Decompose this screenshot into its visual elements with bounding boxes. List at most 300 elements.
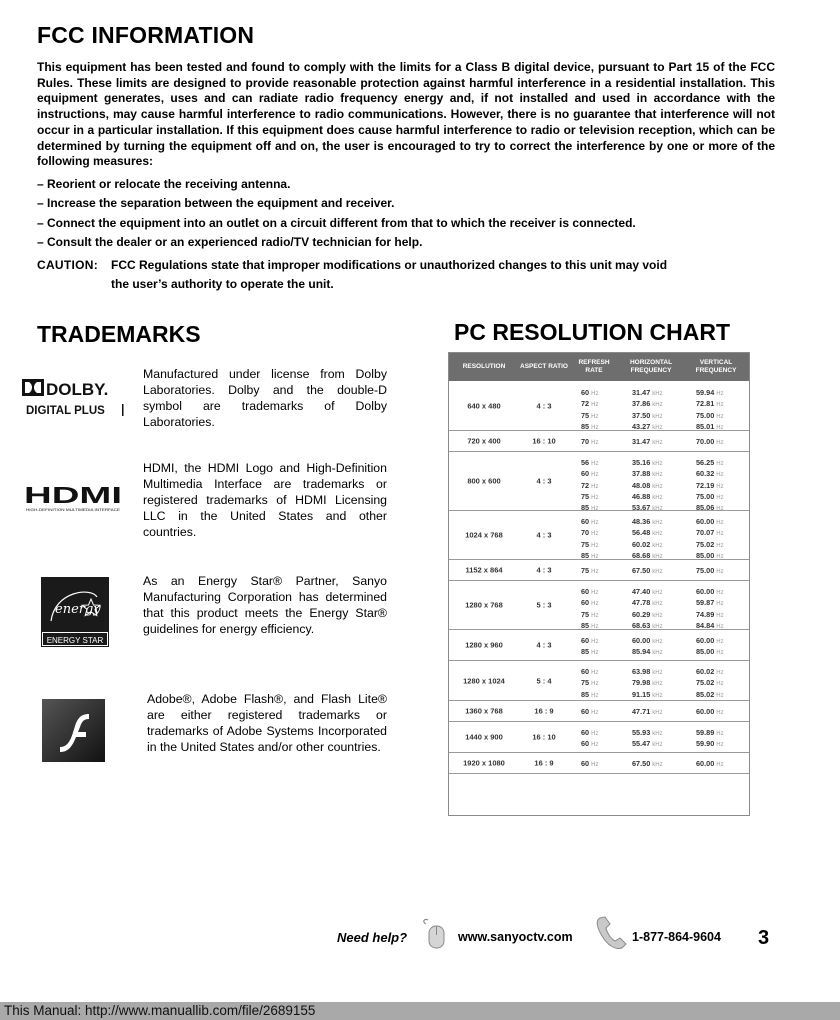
cell-value: 56 (581, 458, 590, 467)
cell-value-line (632, 492, 663, 503)
cell-value-line (696, 528, 724, 539)
cell-value: 70 (581, 528, 590, 538)
cell-refresh-rate (581, 759, 599, 770)
cell-value-line (696, 647, 724, 658)
cell-value: 56.48 (632, 528, 651, 538)
cell-value-line (696, 678, 724, 689)
cell-unit: kHz (652, 520, 663, 526)
cell-value-line (581, 388, 599, 399)
cell-unit: kHz (652, 461, 663, 467)
cell-value-line (696, 481, 724, 492)
cell-vertical-frequency (696, 707, 724, 718)
cell-value: 55.93 (632, 728, 651, 737)
cell-value-line (696, 690, 724, 701)
header-resolution: RESOLUTION (462, 363, 506, 370)
dolby-digital-plus-logo (22, 377, 126, 419)
cell-unit: Hz (716, 413, 724, 420)
cell-value-line (632, 566, 663, 577)
cell-value: 37.50 (632, 410, 651, 420)
cell-unit: Hz (716, 650, 724, 657)
cell-value: 85.01 (696, 421, 715, 431)
cell-value: 60.00 (696, 587, 715, 596)
cell-unit: Hz (716, 670, 724, 676)
cell-aspect-ratio: 16 : 9 (534, 706, 554, 716)
table-row (449, 630, 749, 661)
cell-unit: kHz (652, 542, 663, 549)
hdmi-trademark-text: HDMI, the HDMI Logo and High-Definition Multimedia Interface are trademarks or registered trademarks of HDMI Licensing LLC in the United States and other countries. (143, 461, 387, 539)
cell-value: 60 (581, 469, 590, 479)
cell-value: 60.00 (696, 759, 715, 768)
cell-unit: Hz (716, 742, 724, 749)
table-row (449, 753, 749, 774)
cell-unit: Hz (591, 531, 599, 538)
energy-script: energy (55, 602, 101, 617)
cell-refresh-rate (581, 458, 599, 514)
cell-value: 85.06 (696, 503, 715, 513)
cell-value: 60 (581, 636, 590, 645)
cell-refresh-rate (581, 728, 599, 751)
cell-value: 75 (581, 609, 590, 619)
cell-unit: Hz (716, 472, 724, 479)
header-vertical-frequency: VERTICAL FREQUENCY (695, 359, 737, 374)
caution-text-line-1: FCC Regulations state that improper modifications or unauthorized changes to this unit may void (111, 258, 668, 272)
cell-value-line (632, 388, 663, 399)
cell-horizontal-frequency (632, 667, 663, 701)
cell-value-line (696, 399, 724, 410)
cell-unit: Hz (716, 681, 724, 688)
cell-value: 85.00 (696, 647, 715, 657)
support-url[interactable]: www.sanyoctv.com (458, 930, 573, 944)
cell-unit: kHz (652, 483, 663, 490)
energy-star-logo (41, 577, 109, 647)
cell-value: 85 (581, 620, 590, 630)
manual-source-link[interactable]: This Manual: http://www.manuallib.com/file/2689155 (4, 1003, 316, 1018)
cell-value: 59.89 (696, 728, 715, 737)
cell-value-line (581, 458, 599, 469)
cell-unit: Hz (591, 506, 599, 513)
caution-text-line-2: the user’s authority to operate the unit. (111, 277, 334, 291)
header-aspect-ratio: ASPECT RATIO (520, 363, 568, 370)
cell-unit: Hz (716, 520, 724, 526)
cell-value-line (581, 598, 599, 609)
cell-unit: kHz (652, 569, 663, 575)
cell-value: 68.68 (632, 550, 651, 560)
cell-value: 60.02 (632, 539, 651, 549)
cell-unit: kHz (652, 472, 663, 479)
cell-aspect-ratio: 5 : 4 (536, 676, 552, 685)
cell-unit: Hz (591, 742, 599, 749)
cell-value-line (632, 690, 663, 701)
cell-value: 85 (581, 550, 590, 560)
cell-value-line (632, 728, 663, 739)
energy-star-trademark-text: As an Energy Star® Partner, Sanyo Manufacturing Corporation has determined that this product meets the Energy Star® guidelines for energy efficiency. (143, 574, 387, 636)
cell-value: 56.25 (696, 458, 715, 467)
cell-unit: Hz (591, 520, 599, 526)
cell-resolution: 640 x 480 (467, 401, 501, 411)
fcc-body-text: This equipment has been tested and found to comply with the limits for a Class B digital device, pursuant to Part 15 of the FCC Rules. These limits are designed to provide reasonable protection against harmful interference in a residential installation. This equipment generates, uses and can radiate radio frequency energy and, if not installed and used in accordance with the instructions, may cause harmful interference to radio communications. However, there is no guarantee that interference will not occur in a particular installation. If this equipment does cause harmful interference to radio or television reception, which can be determined by turning the equipment off and on, the user is encouraged to try to correct the interference by one or more of the following measures: (37, 60, 775, 169)
cell-value-line (632, 610, 663, 621)
cell-value: 75.00 (696, 410, 715, 420)
support-phone[interactable]: 1-877-864-9604 (632, 930, 721, 944)
trademarks-title: TRADEMARKS (37, 321, 201, 347)
cell-vertical-frequency (696, 728, 724, 751)
cell-value: 60 (581, 707, 590, 716)
cell-unit: kHz (652, 402, 663, 409)
cell-value-line (581, 678, 599, 689)
cell-aspect-ratio: 4 : 3 (536, 565, 552, 575)
cell-value-line (632, 707, 663, 718)
cell-horizontal-frequency (632, 759, 663, 770)
cell-unit: kHz (652, 639, 663, 645)
cell-value-line (632, 647, 663, 658)
cell-horizontal-frequency (632, 388, 663, 433)
cell-value-line (632, 598, 663, 609)
cell-vertical-frequency (696, 437, 724, 448)
page-number: 3 (758, 927, 770, 949)
fcc-bullet: – Consult the dealer or an experienced radio/TV technician for help. (37, 235, 423, 249)
cell-aspect-ratio: 16 : 9 (534, 758, 554, 768)
cell-refresh-rate (581, 587, 599, 632)
cell-value-line (581, 728, 599, 739)
cell-unit: kHz (652, 670, 663, 676)
cell-value-line (632, 759, 663, 770)
cell-resolution: 1280 x 768 (465, 600, 503, 610)
cell-refresh-rate (581, 667, 599, 701)
cell-value: 85 (581, 503, 590, 513)
cell-value-line (696, 610, 724, 621)
table-row (449, 431, 749, 452)
cell-value: 85 (581, 689, 590, 699)
pc-resolution-table (448, 352, 750, 816)
cell-refresh-rate (581, 636, 599, 659)
cell-resolution: 1024 x 768 (465, 530, 503, 540)
cell-value: 75 (581, 566, 590, 575)
cell-value: 60 (581, 587, 590, 596)
cell-unit: Hz (591, 639, 599, 645)
cell-unit: Hz (716, 461, 724, 467)
cell-unit: Hz (591, 440, 599, 446)
cell-resolution: 800 x 600 (467, 476, 501, 486)
cell-unit: kHz (652, 681, 663, 688)
cell-value-line (696, 566, 724, 577)
cell-unit: Hz (591, 461, 599, 467)
caution-block (37, 256, 775, 294)
cell-unit: kHz (652, 590, 663, 596)
cell-horizontal-frequency (632, 566, 663, 577)
cell-value: 68.63 (632, 620, 651, 630)
cell-unit: kHz (652, 742, 663, 749)
cell-value-line (632, 437, 663, 448)
cell-value: 59.94 (696, 388, 715, 397)
cell-unit: kHz (652, 623, 663, 630)
cell-value: 60 (581, 759, 590, 768)
cell-value: 60 (581, 388, 590, 397)
cell-value: 63.98 (632, 667, 651, 676)
fcc-bullet: – Increase the separation between the equipment and receiver. (37, 196, 395, 210)
cell-value: 59.90 (696, 739, 715, 749)
fcc-bullet: – Reorient or relocate the receiving antenna. (37, 177, 291, 191)
dolby-trademark-text: Manufactured under license from Dolby Laboratories. Dolby and the double-D symbol are trademarks of Dolby Laboratories. (143, 367, 387, 429)
cell-value-line (696, 411, 724, 422)
cell-value: 91.15 (632, 689, 651, 699)
cell-unit: Hz (716, 731, 724, 737)
adobe-trademark-text: Adobe®, Adobe Flash®, and Flash Lite® are either registered trademarks or trademarks of Adobe Systems Incorporated in the United States and/or other countries. (147, 692, 387, 754)
cell-value: 67.50 (632, 759, 651, 768)
cell-value: 47.78 (632, 598, 651, 608)
cell-value: 47.40 (632, 587, 651, 596)
cell-aspect-ratio: 16 : 10 (532, 732, 556, 742)
cell-horizontal-frequency (632, 437, 663, 448)
cell-value-line (696, 667, 724, 678)
cell-value-line (632, 399, 663, 410)
cell-value: 72 (581, 480, 590, 490)
cell-value: 72.81 (696, 399, 715, 409)
cell-value: 43.27 (632, 421, 651, 431)
cell-vertical-frequency (696, 566, 724, 577)
cell-unit: kHz (652, 731, 663, 737)
cell-resolution: 1280 x 1024 (463, 676, 505, 685)
cell-unit: Hz (591, 483, 599, 490)
cell-unit: Hz (716, 590, 724, 596)
cell-refresh-rate (581, 388, 599, 433)
cell-value-line (581, 399, 599, 410)
cell-value-line (581, 411, 599, 422)
cell-refresh-rate (581, 517, 599, 562)
cell-value: 60 (581, 739, 590, 749)
cell-value-line (632, 678, 663, 689)
cell-value: 72 (581, 399, 590, 409)
cell-value: 70.07 (696, 528, 715, 538)
cell-unit: Hz (591, 413, 599, 420)
energy-star-wordmark: ENERGY STAR (46, 636, 104, 645)
cell-value-line (632, 540, 663, 551)
cell-unit: Hz (591, 623, 599, 630)
cell-value-line (696, 587, 724, 598)
cell-value-line (632, 458, 663, 469)
cell-unit: kHz (652, 710, 663, 716)
hdmi-logo (24, 484, 128, 514)
cell-value: 60.00 (632, 636, 651, 645)
cell-value-line (632, 469, 663, 480)
cell-value-line (632, 587, 663, 598)
cell-unit: Hz (716, 506, 724, 513)
cell-value: 85.02 (696, 689, 715, 699)
cell-value-line (696, 728, 724, 739)
cell-value-line (632, 667, 663, 678)
cell-horizontal-frequency (632, 458, 663, 514)
cell-value: 75.00 (696, 566, 715, 575)
cell-unit: Hz (591, 424, 599, 431)
header-refresh-rate: REFRESH RATE (578, 359, 610, 374)
cell-horizontal-frequency (632, 707, 663, 718)
cell-unit: kHz (652, 612, 663, 619)
cell-value: 60.00 (696, 517, 715, 526)
cell-value: 75.00 (696, 491, 715, 501)
cell-value-line (581, 587, 599, 598)
cell-value: 70 (581, 437, 590, 446)
phone-icon (594, 914, 630, 952)
cell-unit: Hz (716, 424, 724, 431)
cell-vertical-frequency (696, 667, 724, 701)
table-row (449, 511, 749, 560)
cell-unit: kHz (652, 650, 663, 657)
cell-value-line (581, 759, 599, 770)
cell-unit: Hz (591, 553, 599, 560)
cell-value: 79.98 (632, 678, 651, 688)
cell-unit: kHz (652, 424, 663, 431)
mouse-icon (420, 914, 452, 952)
cell-value: 59.87 (696, 598, 715, 608)
fcc-title: FCC INFORMATION (37, 22, 255, 48)
cell-vertical-frequency (696, 636, 724, 659)
cell-horizontal-frequency (632, 636, 663, 659)
cell-unit: Hz (591, 650, 599, 657)
cell-value: 60 (581, 667, 590, 676)
cell-unit: Hz (591, 494, 599, 501)
cell-aspect-ratio: 4 : 3 (536, 401, 552, 411)
hdmi-wordmark: HDMI (24, 484, 122, 508)
cell-unit: Hz (591, 681, 599, 688)
cell-refresh-rate (581, 566, 599, 577)
cell-horizontal-frequency (632, 587, 663, 632)
cell-vertical-frequency (696, 388, 724, 433)
cell-resolution: 1440 x 900 (465, 732, 503, 742)
cell-value: 60.29 (632, 609, 651, 619)
cell-resolution: 720 x 400 (467, 436, 501, 446)
cell-value-line (581, 690, 599, 701)
cell-resolution: 1360 x 768 (465, 706, 503, 716)
table-row (449, 661, 749, 701)
cell-value: 35.16 (632, 458, 651, 467)
caution-label: CAUTION: (37, 258, 99, 272)
cell-value: 60.32 (696, 469, 715, 479)
header-horizontal-frequency: HORIZONTAL FREQUENCY (629, 359, 673, 374)
cell-value: 37.86 (632, 399, 651, 409)
cell-value: 60.02 (696, 667, 715, 676)
cell-unit: kHz (652, 553, 663, 560)
cell-unit: Hz (591, 762, 599, 768)
cell-value-line (581, 566, 599, 577)
cell-unit: kHz (652, 391, 663, 397)
cell-unit: kHz (652, 506, 663, 513)
cell-value: 60 (581, 517, 590, 526)
cell-value-line (581, 636, 599, 647)
cell-value-line (581, 492, 599, 503)
cell-unit: Hz (716, 623, 724, 630)
cell-unit: Hz (591, 391, 599, 397)
cell-value-line (581, 528, 599, 539)
cell-value: 48.08 (632, 480, 651, 490)
cell-value-line (696, 492, 724, 503)
cell-unit: kHz (652, 531, 663, 538)
cell-value: 75 (581, 491, 590, 501)
cell-value-line (632, 481, 663, 492)
dolby-wordmark: DOLBY. (46, 380, 109, 399)
cell-unit: Hz (591, 472, 599, 479)
cell-unit: Hz (591, 692, 599, 699)
cell-value-line (696, 636, 724, 647)
cell-aspect-ratio: 5 : 3 (536, 600, 552, 610)
cell-aspect-ratio: 4 : 3 (536, 530, 552, 540)
cell-unit: Hz (716, 601, 724, 608)
cell-value: 46.88 (632, 491, 651, 501)
cell-resolution: 1920 x 1080 (463, 758, 505, 768)
cell-value-line (696, 739, 724, 750)
cell-value-line (696, 707, 724, 718)
cell-value-line (581, 667, 599, 678)
cell-unit: Hz (716, 612, 724, 619)
cell-value: 72.19 (696, 480, 715, 490)
cell-aspect-ratio: 4 : 3 (536, 476, 552, 486)
table-row (449, 452, 749, 511)
cell-value-line (696, 598, 724, 609)
cell-unit: Hz (716, 402, 724, 409)
cell-value: 47.71 (632, 707, 651, 716)
cell-value: 75 (581, 410, 590, 420)
table-row (449, 560, 749, 581)
cell-value: 48.36 (632, 517, 651, 526)
cell-value: 60 (581, 728, 590, 737)
cell-vertical-frequency (696, 587, 724, 632)
cell-unit: Hz (591, 670, 599, 676)
adobe-flash-logo (42, 699, 105, 762)
cell-value-line (581, 517, 599, 528)
cell-unit: Hz (716, 542, 724, 549)
cell-value: 75.02 (696, 678, 715, 688)
cell-value-line (696, 517, 724, 528)
cell-unit: Hz (716, 483, 724, 490)
cell-value: 31.47 (632, 437, 651, 446)
cell-horizontal-frequency (632, 517, 663, 562)
cell-value: 53.67 (632, 503, 651, 513)
cell-unit: Hz (591, 601, 599, 608)
digital-plus-wordmark: DIGITAL PLUS (26, 405, 105, 417)
cell-unit: Hz (591, 590, 599, 596)
cell-vertical-frequency (696, 458, 724, 514)
cell-value-line (696, 759, 724, 770)
cell-value: 74.89 (696, 609, 715, 619)
pc-resolution-chart-title: PC RESOLUTION CHART (454, 319, 730, 345)
cell-unit: Hz (716, 639, 724, 645)
cell-unit: Hz (591, 402, 599, 409)
table-row (449, 581, 749, 630)
cell-value: 75 (581, 678, 590, 688)
table-row (449, 701, 749, 722)
cell-refresh-rate (581, 707, 599, 718)
cell-aspect-ratio: 16 : 10 (532, 436, 556, 446)
cell-unit: Hz (716, 531, 724, 538)
cell-resolution: 1280 x 960 (465, 640, 503, 650)
cell-value-line (632, 739, 663, 750)
cell-horizontal-frequency (632, 728, 663, 751)
cell-value: 37.88 (632, 469, 651, 479)
table-header (449, 353, 749, 381)
cell-value: 60.00 (696, 636, 715, 645)
cell-value: 67.50 (632, 566, 651, 575)
cell-value-line (632, 528, 663, 539)
cell-value-line (581, 437, 599, 448)
cell-unit: Hz (591, 569, 599, 575)
cell-unit: kHz (652, 494, 663, 501)
cell-resolution: 1152 x 864 (465, 565, 503, 575)
cell-unit: Hz (591, 731, 599, 737)
cell-value-line (696, 388, 724, 399)
cell-value-line (696, 437, 724, 448)
cell-value-line (581, 739, 599, 750)
manual-source-bar (0, 1002, 840, 1020)
cell-value: 70.00 (696, 437, 715, 446)
cell-unit: Hz (716, 569, 724, 575)
